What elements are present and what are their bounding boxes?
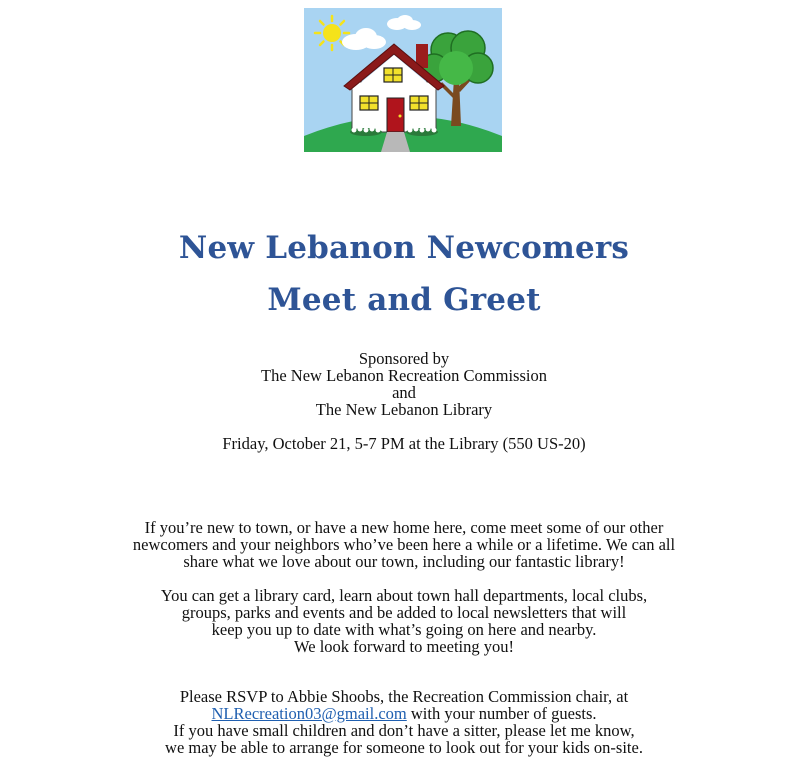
event-info <box>0 435 808 452</box>
details-line-4: We look forward to meeting you! <box>294 637 514 656</box>
details-line-1: You can get a library card, learn about town hall departments, local clubs, <box>160 586 648 605</box>
title-line-2: Meet and Greet <box>267 282 541 318</box>
intro-line-2: newcomers and your neighbors who’ve been here a while or a lifetime. We can all <box>132 535 676 554</box>
details-paragraph <box>0 587 808 655</box>
rsvp-paragraph <box>0 688 808 756</box>
sponsor-line-1: Sponsored by <box>358 349 450 368</box>
rsvp-email-suffix: with your number of guests. <box>406 704 597 723</box>
house-illustration <box>304 8 502 152</box>
email-link[interactable]: NLRecreation03@gmail.com <box>211 704 407 723</box>
sponsor-line-3: and <box>392 383 416 402</box>
title-line-1: New Lebanon Newcomers <box>178 230 630 266</box>
rsvp-line-2 <box>0 705 808 722</box>
details-line-2: groups, parks and events and be added to local newsletters that will <box>181 603 627 622</box>
sponsor-line-2: The New Lebanon Recreation Commission <box>261 366 547 385</box>
event-when-where: Friday, October 21, 5-7 PM at the Library (550 US-20) <box>222 434 586 453</box>
rsvp-line-1: Please RSVP to Abbie Shoobs, the Recreation Commission chair, at <box>179 687 629 706</box>
page-title <box>0 222 808 326</box>
sponsor-line-4: The New Lebanon Library <box>315 400 493 419</box>
rsvp-line-3: If you have small children and don’t have a sitter, please let me know, <box>173 721 635 740</box>
door <box>387 98 404 132</box>
rsvp-line-4: we may be able to arrange for someone to look out for your kids on-site. <box>165 738 643 757</box>
sponsor-block <box>0 350 808 418</box>
details-line-3: keep you up to date with what’s going on here and nearby. <box>211 620 597 639</box>
intro-line-3: share what we love about our town, including our fantastic library! <box>183 552 625 571</box>
intro-paragraph <box>0 519 808 570</box>
intro-line-1: If you’re new to town, or have a new home here, come meet some of our other <box>144 518 664 537</box>
